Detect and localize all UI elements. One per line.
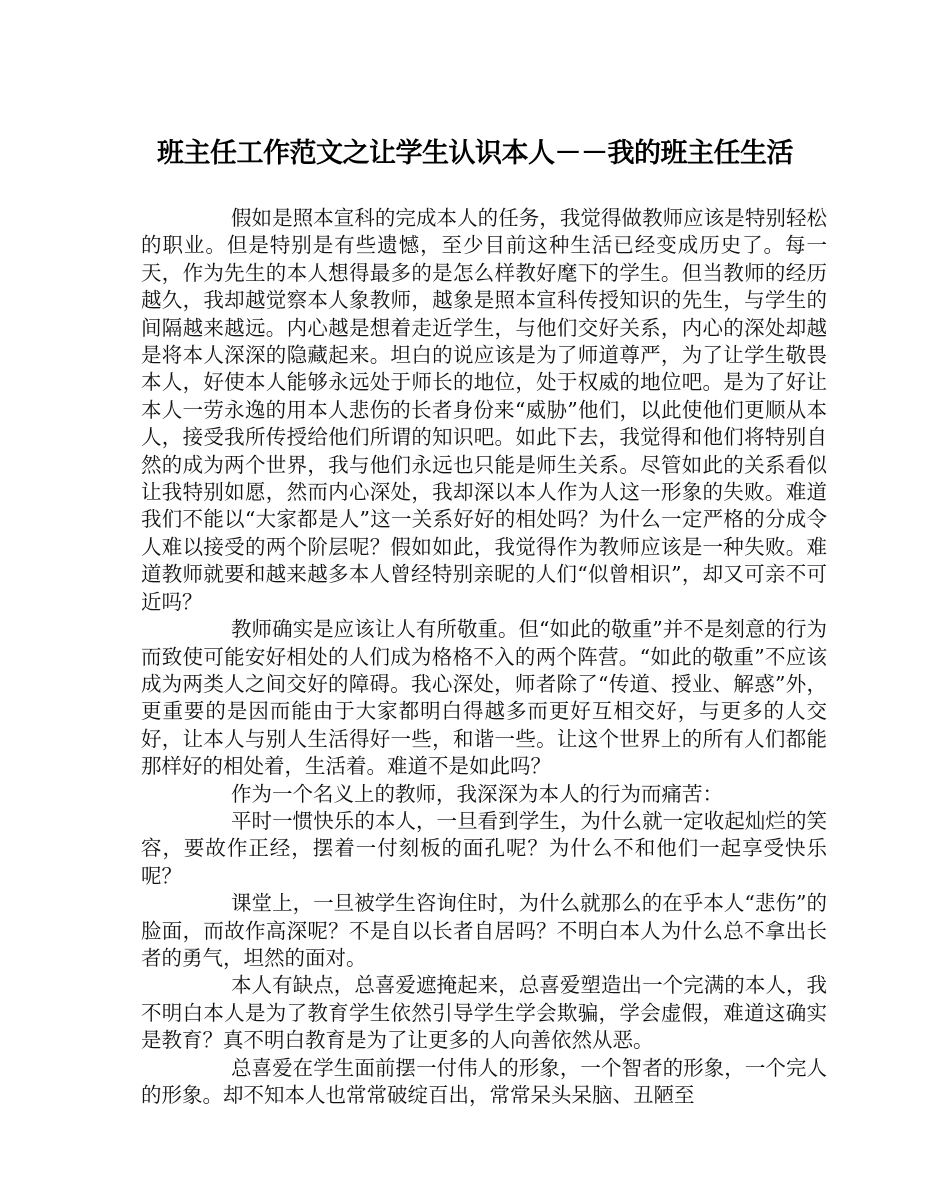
paragraph: 假如是照本宣科的完成本人的任务，我觉得做教师应该是特别轻松的职业。但是特别是有些遗憾，至少目前这种生活已经变成历史了。每一天，作为先生的本人想得最多的是怎么样教好麾下的学生。但当教师的经历越久，我却越觉察本人象教师，越象是照本宣科传授知识的先生，与学生的间隔越来越远。内心越是想着走近学生，与他们交好关系，内心的深处却越是将本人深深的隐藏起来。坦白的说应该是为了师道尊严，为了让学生敬畏本人，好使本人能够永远处于师长的地位，处于权威的地位吧。是为了好让本人一劳永逸的用本人悲伤的长者身份来“威胁”他们，以此使他们更顺从本人，接受我所传授给他们所谓的知识吧。如此下去，我觉得和他们将特别自然的成为两个世界，我与他们永远也只能是师生关系。尽管如此的关系看似让我特别如愿，然而内心深处，我却深以本人作为人这一形象的失败。难道我们不能以“大家都是人”这一关系好好的相处吗？为什么一定严格的分成令人难以接受的两个阶层呢？假如如此，我觉得作为教师应该是一种失败。难道教师就要和越来越多本人曾经特别亲昵的人们“似曾相识”，却又可亲不可近吗？: [141, 206, 827, 614]
paragraph: 作为一个名义上的教师，我深深为本人的行为而痛苦：: [231, 781, 723, 806]
paragraph: 总喜爱在学生面前摆一付伟人的形象，一个智者的形象，一个完人的形象。却不知本人也常常破绽百出，常常呆头呆脑、丑陋至: [141, 1055, 827, 1107]
paragraph: 课堂上，一旦被学生咨询住时，为什么就那么的在乎本人“悲伤”的脸面，而故作高深呢？不是自以长者自居吗？不明白本人为什么总不拿出长者的勇气，坦然的面对。: [141, 891, 827, 970]
paragraph: 教师确实是应该让人有所敬重。但“如此的敬重”并不是刻意的行为而致使可能安好相处的人们成为格格不入的两个阵营。“如此的敬重”不应该成为两类人之间交好的障碍。我心深处，师者除了“传道、授业、解惑”外，更重要的是因而能由于大家都明白得越多而更好互相交好，与更多的人交好，让本人与别人生活得好一些，和谐一些。让这个世界上的所有人们都能那样好的相处着，生活着。难道不是如此吗？: [141, 617, 827, 779]
paragraph: 本人有缺点，总喜爱遮掩起来，总喜爱塑造出一个完满的本人，我不明白本人是为了教育学生依然引导学生学会欺骗，学会虚假，难道这确实是教育？真不明白教育是为了让更多的人向善依然从恶。: [141, 973, 827, 1053]
document-title: 班主任工作范文之让学生认识本人－－我的班主任生活: [157, 138, 793, 169]
paragraph: 平时一惯快乐的本人，一旦看到学生，为什么就一定收起灿烂的笑容，要故作正经，摆着一付刻板的面孔呢？为什么不和他们一起享受快乐呢？: [141, 808, 827, 888]
document-body: [141, 205, 827, 1109]
